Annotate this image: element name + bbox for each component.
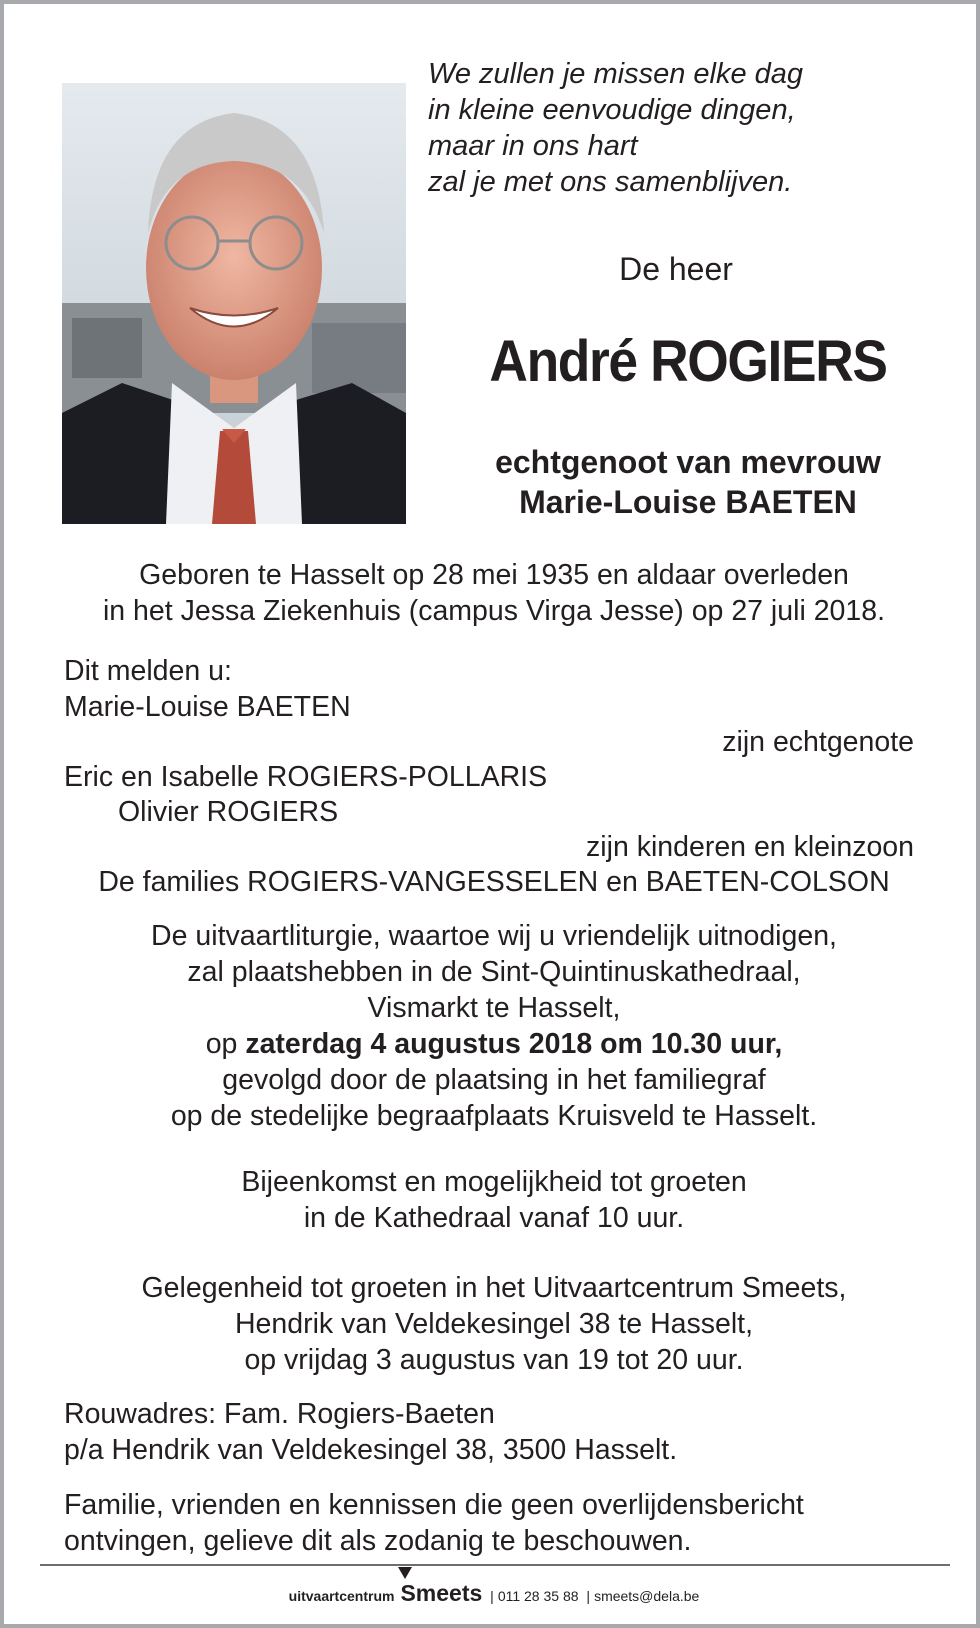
triangle-marker-icon xyxy=(398,1567,412,1579)
notice-text xyxy=(64,1487,804,1559)
gathering-line: in de Kathedraal vanaf 10 uur. xyxy=(303,1202,685,1234)
announcer-children-role: zijn kinderen en kleinzoon xyxy=(586,831,914,863)
deceased-title: De heer xyxy=(619,251,733,287)
funeral-date-line xyxy=(4,1026,980,1062)
visitation-line: op vrijdag 3 augustus van 19 tot 20 uur. xyxy=(244,1344,744,1376)
funeral-line: Vismarkt te Hasselt, xyxy=(367,992,621,1024)
gathering-info xyxy=(4,1164,980,1236)
announcer-grandchild-name: Olivier ROGIERS xyxy=(118,796,339,828)
footer-brand: Smeets xyxy=(400,1580,483,1606)
mourning-address-line: Rouwadres: Fam. Rogiers-Baeten xyxy=(64,1398,495,1430)
funeral-line: op de stedelijke begraafplaats Kruisveld te Hasselt. xyxy=(170,1100,818,1132)
funeral-details xyxy=(4,918,980,1134)
deceased-name: André ROGIERS xyxy=(489,329,887,394)
spouse-info xyxy=(416,442,960,522)
visitation-line: Gelegenheid tot groeten in het Uitvaartcentrum Smeets, xyxy=(141,1272,847,1304)
spouse-relation: echtgenoot van mevrouw xyxy=(495,444,881,480)
footer xyxy=(4,1580,980,1607)
spouse-name: Marie-Louise BAETEN xyxy=(519,484,857,520)
poem-line: zal je met ons samenblijven. xyxy=(428,166,793,198)
footer-separator: | xyxy=(490,1588,494,1604)
portrait-illustration xyxy=(62,83,406,524)
footer-divider xyxy=(40,1564,950,1566)
footer-prefix: uitvaartcentrum xyxy=(288,1588,395,1604)
announcer-families: De families ROGIERS-VANGESSELEN en BAETEN-COLSON xyxy=(98,866,890,898)
birth-line: Geboren te Hasselt op 28 mei 1935 en aldaar overleden xyxy=(139,559,849,591)
death-line: in het Jessa Ziekenhuis (campus Virga Jesse) op 27 juli 2018. xyxy=(102,595,886,627)
footer-email[interactable]: smeets@dela.be xyxy=(594,1588,700,1604)
birth-death-text xyxy=(4,557,980,629)
visitation-line: Hendrik van Veldekesingel 38 te Hasselt, xyxy=(234,1308,754,1340)
announcer-spouse-role: zijn echtgenote xyxy=(722,726,914,758)
poem-line: maar in ons hart xyxy=(428,130,638,162)
funeral-line: gevolgd door de plaatsing in het familiegraf xyxy=(222,1064,766,1096)
announcers-intro: Dit melden u: xyxy=(64,655,232,687)
funeral-line: De uitvaartliturgie, waartoe wij u vriendelijk uitnodigen, xyxy=(151,920,837,952)
notice-line: ontvingen, gelieve dit als zodanig te beschouwen. xyxy=(64,1525,692,1557)
portrait-photo xyxy=(62,83,406,524)
mourning-address-line: p/a Hendrik van Veldekesingel 38, 3500 Hasselt. xyxy=(64,1434,678,1466)
footer-separator: | xyxy=(586,1588,591,1604)
funeral-line: zal plaatshebben in de Sint-Quintinuskathedraal, xyxy=(187,956,801,988)
announcer-children-name: Eric en Isabelle ROGIERS-POLLARIS xyxy=(64,761,548,793)
announcer-spouse-name: Marie-Louise BAETEN xyxy=(64,691,351,723)
poem-line: in kleine eenvoudige dingen, xyxy=(428,94,796,126)
gathering-line: Bijeenkomst en mogelijkheid tot groeten xyxy=(241,1166,747,1198)
notice-line: Familie, vrienden en kennissen die geen overlijdensbericht xyxy=(64,1489,804,1521)
memorial-poem xyxy=(428,56,928,200)
mourning-address xyxy=(64,1396,677,1468)
poem-line: We zullen je missen elke dag xyxy=(428,58,804,90)
visitation-info xyxy=(4,1270,980,1378)
funeral-date: zaterdag 4 augustus 2018 om 10.30 uur, xyxy=(245,1028,783,1060)
footer-phone: 011 28 35 88 xyxy=(497,1588,579,1604)
funeral-date-prefix: op xyxy=(205,1028,246,1060)
